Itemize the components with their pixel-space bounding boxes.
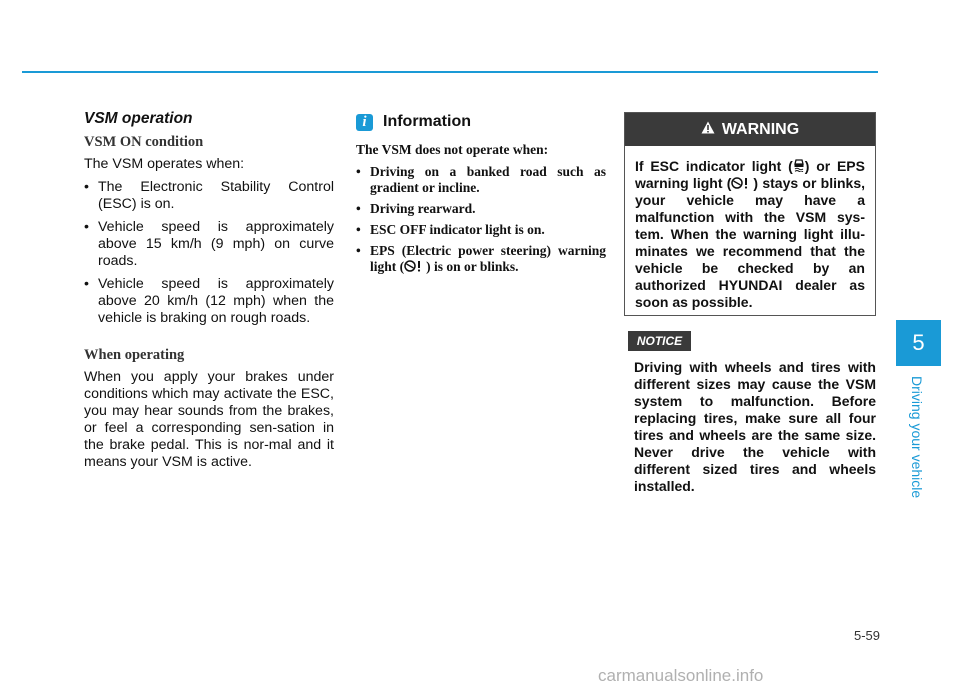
list-item: • Vehicle speed is approximately above 15 km/h (9 mph) on curve roads.	[84, 219, 334, 270]
page-number: 5-59	[853, 628, 880, 643]
list-item: • Driving rearward.	[356, 201, 606, 217]
list-item-eps: • EPS (Electric power steering) warning light ( ) is on or blinks.	[356, 243, 606, 275]
warning-box	[624, 112, 876, 316]
warning-text: If ESC indicator light ( ) or EPS warning light ( ) stays or blinks, your vehicle may have a malfunction with the VSM sys-tem. When the warning light illu-minates we recommend that the vehicle be checked by an authorized HYUNDAI dealer as soon as possible.	[635, 158, 866, 310]
list-item: • The Electronic Stability Control (ESC) is on.	[84, 179, 334, 213]
eps-warning-icon	[731, 176, 753, 188]
left-column	[84, 110, 334, 471]
notice-text: Driving with wheels and tires with different sizes may cause the VSM system to malfunction. Before replacing tires, make sure all four tires and wheels are the same size. Never drive the vehicle with different sized tires and wheels installed.	[634, 359, 876, 494]
watermark: carmanualsonline.info	[598, 666, 764, 685]
warning-header	[625, 113, 875, 146]
information-lead: The VSM does not operate when:	[356, 142, 549, 157]
svg-text:Driving your vehicle: Driving your vehicle	[909, 376, 925, 498]
information-box	[356, 110, 606, 280]
section-title: VSM operation	[84, 110, 193, 127]
chapter-tab: 5	[896, 320, 941, 366]
when-operating-text: When you apply your brakes under conditions which may activate the ESC, you may hear sounds from the brakes, or feel a corresponding sen-sation in the brake pedal. This is nor-mal and it means your VSM is active.	[84, 369, 334, 470]
when-operating-title: When operating	[84, 347, 185, 363]
esc-indicator-icon	[793, 159, 805, 172]
notice-badge: NOTICE	[628, 331, 691, 351]
vsm-on-intro: The VSM operates when:	[84, 156, 245, 172]
information-title: Information	[383, 113, 471, 130]
eps-warning-icon	[404, 260, 426, 272]
list-item: • Vehicle speed is approximately above 20 km/h (12 mph) when the vehicle is braking on rough roads.	[84, 276, 334, 327]
list-item: • Driving on a banked road such as gradient or incline.	[356, 164, 606, 196]
chapter-label	[880, 372, 928, 498]
info-icon: i	[356, 114, 373, 131]
warning-triangle-icon	[701, 121, 715, 139]
top-rule	[22, 71, 878, 73]
list-item: • ESC OFF indicator light is on.	[356, 222, 606, 238]
vsm-on-condition-title: VSM ON condition	[84, 134, 204, 150]
warning-title: WARNING	[721, 120, 800, 138]
